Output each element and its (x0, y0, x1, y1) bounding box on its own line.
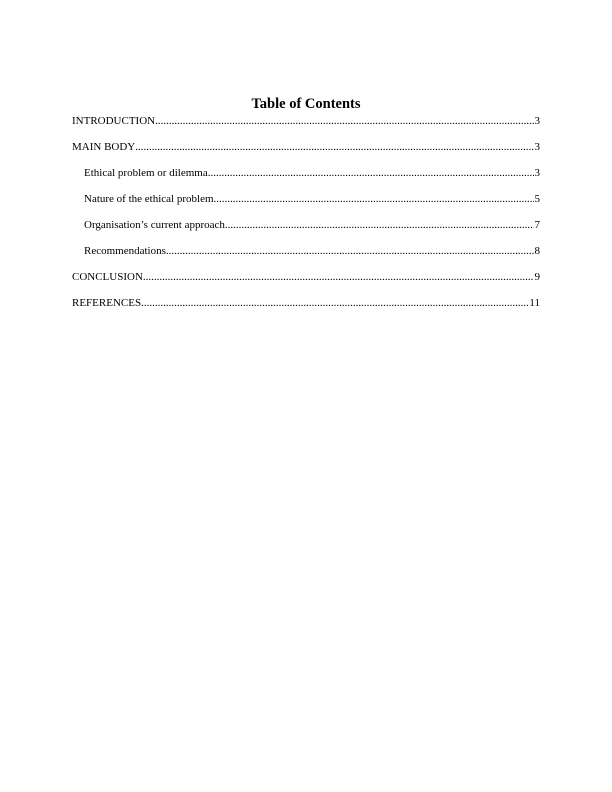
toc-list (72, 114, 540, 322)
toc-entry-page: 8 (534, 245, 540, 257)
toc-entry-main-body[interactable] (72, 140, 540, 166)
toc-dot-leader (143, 270, 534, 284)
toc-dot-leader (166, 244, 534, 258)
toc-entry-recommendations[interactable] (72, 244, 540, 270)
toc-entry-label: INTRODUCTION (72, 115, 156, 127)
toc-dot-leader (225, 218, 534, 232)
toc-entry-label: MAIN BODY (72, 141, 136, 153)
toc-entry-label: REFERENCES (72, 297, 142, 309)
toc-entry-references[interactable] (72, 296, 540, 322)
toc-entry-label: Recommendations (84, 245, 166, 257)
toc-entry-page: 3 (534, 141, 540, 153)
toc-entry-ethical-problem[interactable] (72, 166, 540, 192)
toc-entry-page: 11 (529, 297, 540, 309)
toc-entry-label: CONCLUSION (72, 271, 143, 283)
toc-entry-current-approach[interactable] (72, 218, 540, 244)
toc-entry-page: 7 (534, 219, 540, 231)
toc-entry-label: Nature of the ethical problem (84, 193, 214, 205)
toc-entry-page: 5 (534, 193, 540, 205)
toc-entry-introduction[interactable] (72, 114, 540, 140)
toc-entry-label: Ethical problem or dilemma (84, 167, 208, 179)
toc-title: Table of Contents (251, 96, 361, 112)
toc-entry-label: Organisation’s current approach (84, 219, 225, 231)
toc-dot-leader (141, 296, 528, 310)
toc-dot-leader (155, 114, 533, 128)
toc-entry-page: 9 (534, 271, 540, 283)
toc-dot-leader (135, 140, 533, 154)
toc-dot-leader (214, 192, 534, 206)
toc-entry-conclusion[interactable] (72, 270, 540, 296)
toc-entry-nature-of-problem[interactable] (72, 192, 540, 218)
toc-entry-page: 3 (534, 115, 540, 127)
toc-dot-leader (208, 166, 534, 180)
toc-entry-page: 3 (534, 167, 540, 179)
